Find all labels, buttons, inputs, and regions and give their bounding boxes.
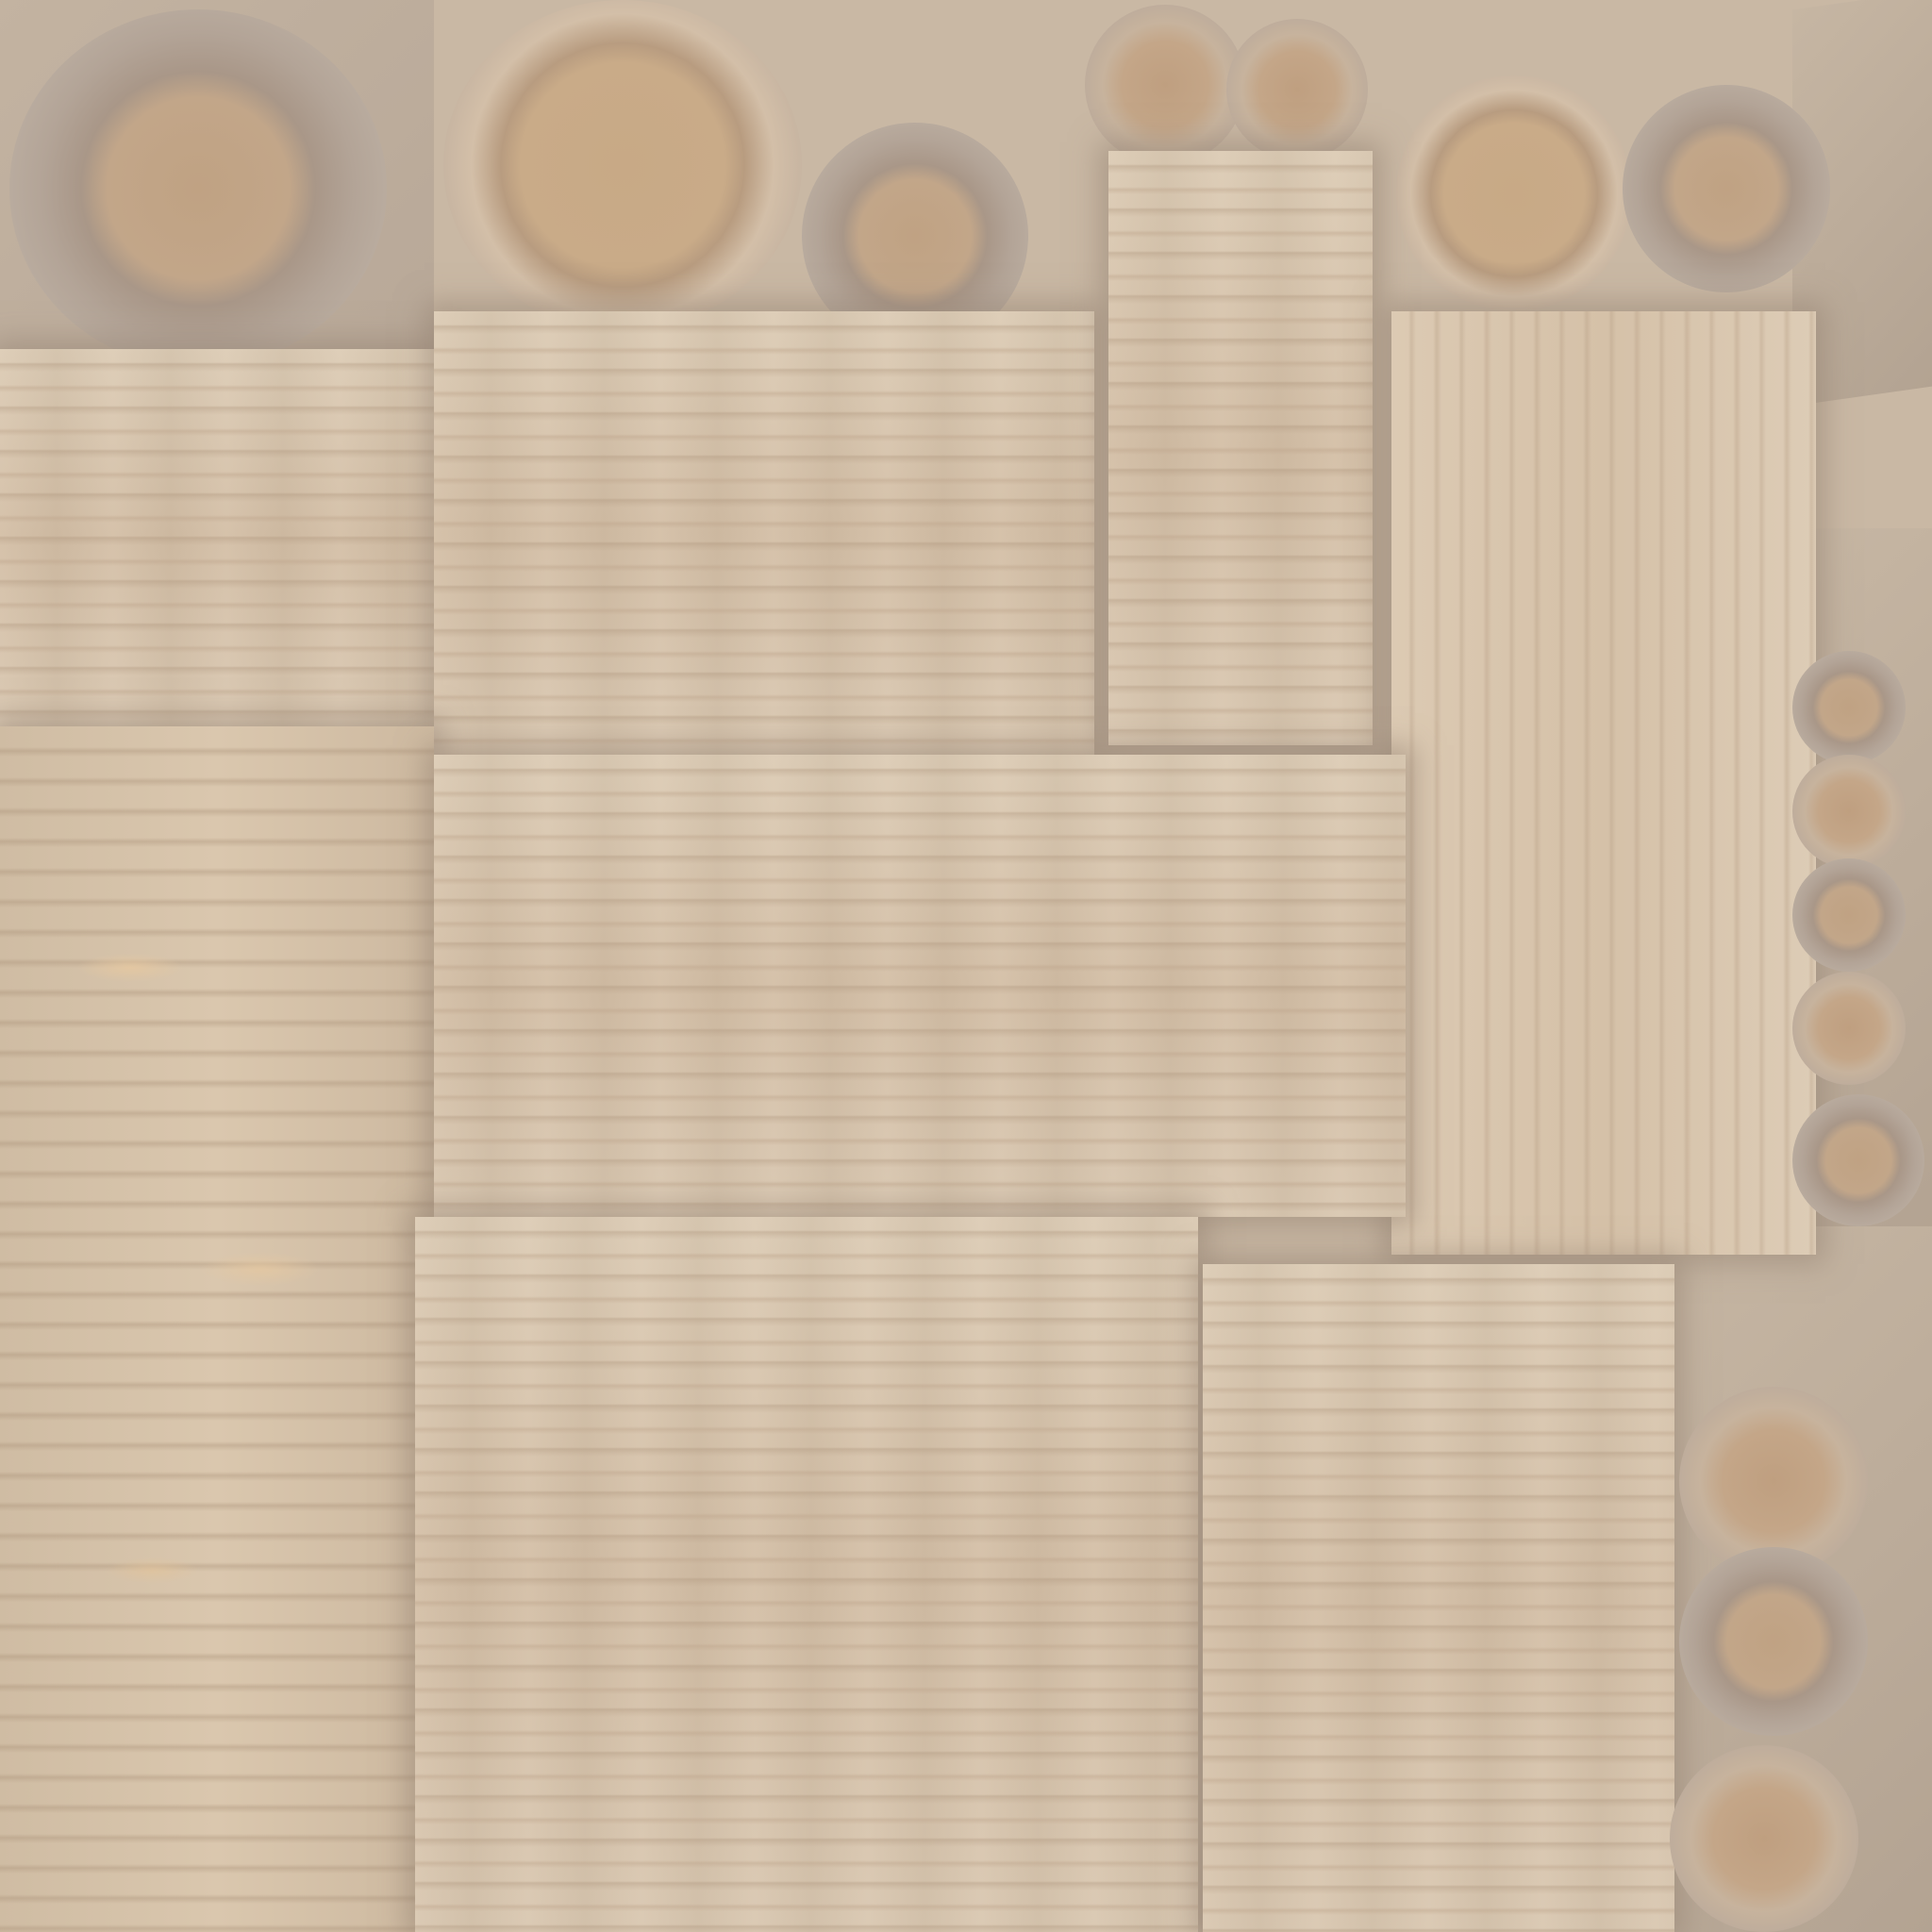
end-grain-cap-1: [9, 9, 387, 368]
plank-vertical-right: [1391, 311, 1816, 1255]
end-grain-cap-12: [1792, 1094, 1924, 1226]
plank-left-knotty: [0, 726, 434, 1932]
end-grain-cap-10: [1792, 858, 1906, 972]
plank-center-large: [434, 755, 1406, 1217]
plank-top-left: [0, 349, 443, 726]
end-grain-cap-4: [1085, 5, 1245, 165]
end-grain-cap-5: [1226, 19, 1368, 160]
end-grain-cap-7: [1623, 85, 1830, 292]
end-grain-cap-6: [1396, 75, 1632, 311]
end-grain-cap-15: [1670, 1745, 1858, 1932]
end-grain-cap-14: [1679, 1547, 1868, 1736]
plank-bottom-center: [415, 1217, 1198, 1932]
plank-narrow-column: [1108, 151, 1373, 745]
end-grain-cap-8: [1792, 651, 1906, 764]
plank-top-middle: [434, 311, 1094, 755]
end-grain-cap-9: [1792, 755, 1906, 868]
end-grain-cap-2: [443, 0, 802, 330]
end-grain-cap-11: [1792, 972, 1906, 1085]
plank-bottom-right: [1203, 1264, 1674, 1932]
